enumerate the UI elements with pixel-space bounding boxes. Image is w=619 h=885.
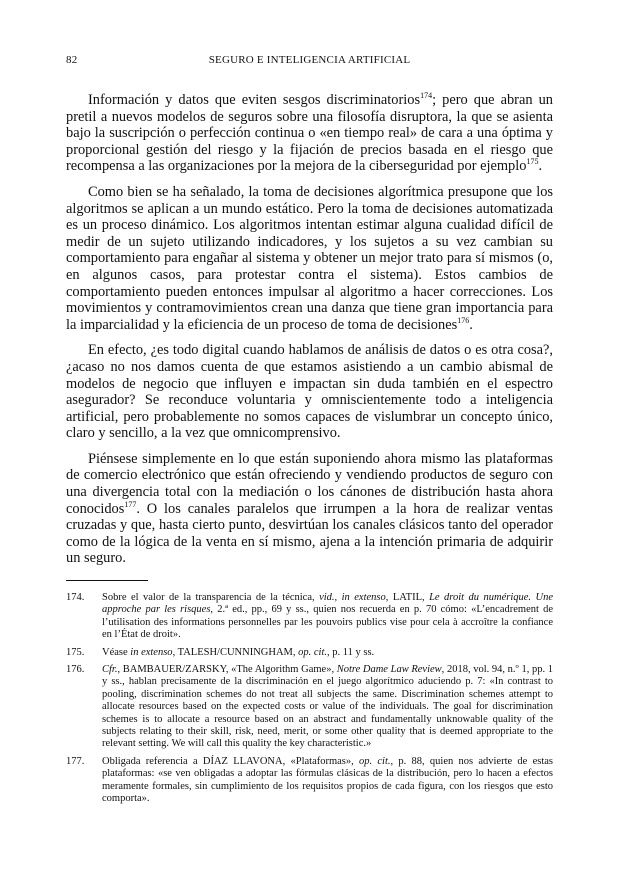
body-text [66,92,553,576]
footnote-number: 174. [66,592,85,603]
paragraph: En efecto, ¿es todo digital cuando hablamos de análisis de datos o es otra cosa?, ¿acaso no nos damos cuenta de que estamos asistiendo a un cambio abismal de modelos de negocio que influyen e impactan sin duda también en el espectro asegurador? Se reconduce voluntaria y omniscientemente todo a inteligencia artificial, pero probablemente no somos capaces de vislumbrar un concepto único, claro y sencillo, a la vez que omnicomprensivo. [66,342,553,442]
footnote-separator [66,580,148,581]
paragraph: Piénsese simplemente en lo que están suponiendo ahora mismo las plataformas de comercio electrónico que están ofreciendo y vendiendo productos de seguro con una divergencia total con la mediación o los cánones de distribución hasta ahora conocidos$^{177}$. O los canales paralelos que irrumpen a la hora de realizar ventas cruzadas y que, hasta cierto punto, desvirtúan los canales clásicos tanto del operador como de la lógica de la venta en sí mismo, ajena a la intención primaria de adquirir un seguro. [66,450,553,567]
footnote-ref[interactable]: 176 [457,315,470,325]
footnote: 175. Véase in extenso, TALESH/CUNNINGHAM, op. cit., p. 11 y ss. [66,646,375,658]
running-title: SEGURO E INTELIGENCIA ARTIFICIAL [208,54,411,66]
footnote: 176. Cfr., BAMBAUER/ZARSKY, «The Algorithm Game», Notre Dame Law Review, 2018, vol. 94, n.º 1, pp. 1 y ss., hablan precisamente de la discriminación en el juego algorítmico aduciendo p. 7: «In contrast to pooling, discrimination schemes do not treat all subjects the same. Discrimination schemes attempt to allocate resources based on the expected costs or value of the individuals. The goal for discrimination schemes is to allocate a resource based on an abstract and fundamentally unknowable quality of the subjects relating to their skill, risk, need, merit, or some other quality that is deemed appropriate to the relevant setting. We will call this quality the key characteristic.» [66,664,553,750]
footnotes [66,592,553,811]
paragraph: Información y datos que eviten sesgos discriminatorios$^{174}$; pero que abran un pretil a nuevos modelos de seguros sobre una filosofía disruptora, la que se asienta bajo la suscripción o perfección continua o «en tiempo real» de cara a una óptima y proporcional gestión del riesgo y la fijación de precios basada en el riesgo que recompensa a las organizaciones por la mejora de la ciberseguridad por ejemplo$^{175}$. [66,91,553,175]
footnote: 174. Sobre el valor de la transparencia de la técnica, vid., in extenso, LATIL, Le droit du numérique. Une approche par les risques, 2.ª ed., pp., 69 y ss., quien nos recuerda en p. 70 cómo: «L’encadrement de l’utilisation des informations personnelles par les pouvoirs publics vise pour cela à accroître la confiance en l’État de droit». [66,592,553,641]
footnote-ref[interactable]: 174 [420,91,433,101]
footnote-number: 177. [66,755,85,767]
footnote-number: 176. [66,664,85,676]
footnote-number: 175. [66,646,85,658]
page-header [66,54,553,70]
footnote-ref[interactable]: 177 [124,499,137,509]
paragraph: Como bien se ha señalado, la toma de decisiones algorítmica presupone que los algoritmos se aplican a un mundo estático. Pero la toma de decisiones automatizada es un proceso dinámico. Los algoritmos intentan estimar alguna cualidad difícil de medir de un sujeto utilizando indicadores, y los sujetos a su vez cambian su comportamiento para engañar al sistema y obtener un mejor trato para sí mismos (o, en algunos casos, para protestar contra el sistema). Estos cambios de comportamiento pueden entonces impulsar al algoritmo a hacer correcciones. Los movimientos y contramovimientos crean una danza que tiene gran importancia para la imparcialidad y la eficiencia de un proceso de toma de decisiones$^{176}$. [66,183,553,333]
footnote: 177. Obligada referencia a DÍAZ LLAVONA, «Plataformas», op. cit., p. 88, quien nos advierte de estas plataformas: «se ven obligadas a adoptar las fórmulas clásicas de la distribución, pero lo hacen a efectos meramente formales, sin cumplimiento de los requisitos propios de cada figura, con los riesgos que esto comporta». [66,755,554,805]
page-number: 82 [66,54,78,66]
footnote-ref[interactable]: 175 [526,157,539,167]
